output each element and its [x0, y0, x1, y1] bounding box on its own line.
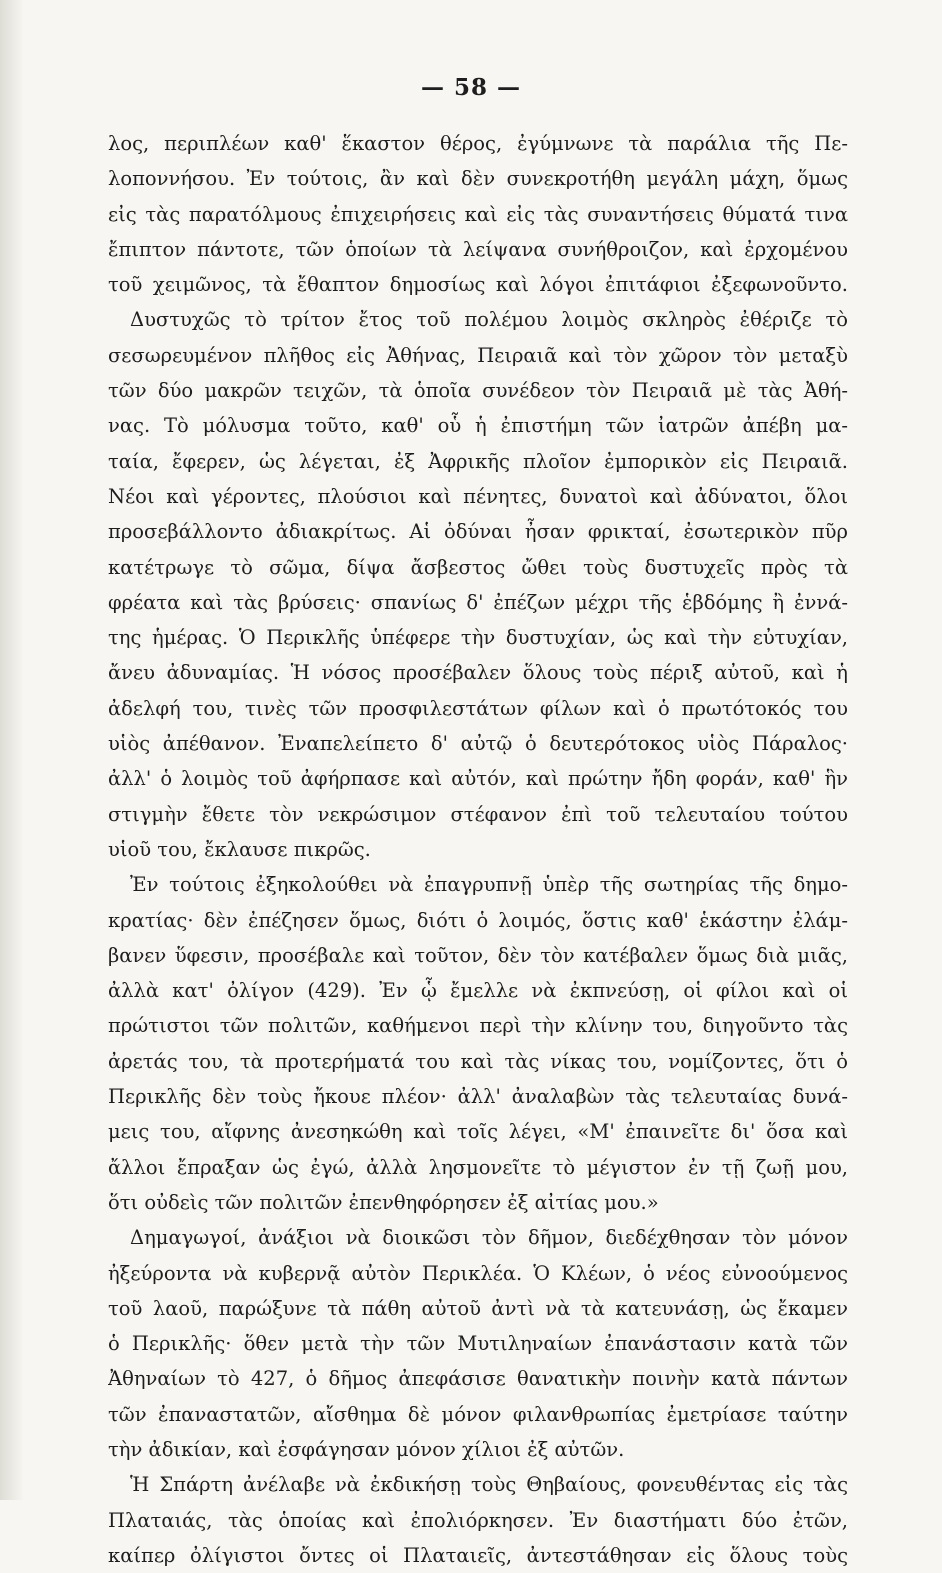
paragraph-5: [108, 1467, 848, 1573]
text-line: προσεβάλλοντο ἀδιακρίτως. Αἱ ὀδύναι ἦσαν φρικταί, ἐσωτερικὸν πῦρ: [108, 520, 848, 544]
page-edge-shadow: [0, 0, 24, 1500]
text-line: Δυστυχῶς τὸ τρίτον ἔτος τοῦ πολέμου λοιμὸς σκληρὸς ἐθέριζε τὸ: [130, 308, 848, 332]
text-line: Ἡ Σπάρτη ἀνέλαβε νὰ ἐκδικήσῃ τοὺς Θηβαίους, φονευθέντας εἰς τὰς: [130, 1473, 848, 1497]
text-line: ἀλλὰ κατ' ὀλίγον (429). Ἐν ᾧ ἔμελλε νὰ ἐκπνεύσῃ, οἱ φίλοι καὶ οἱ: [108, 979, 848, 1003]
text-line: εἰς τὰς παρατόλμους ἐπιχειρήσεις καὶ εἰς τὰς συναντήσεις θύματά τινα: [108, 202, 848, 226]
text-line: Πλαταιάς, τὰς ὁποίας καὶ ἐπολιόρκησεν. Ἐν διαστήματι δύο ἐτῶν,: [108, 1508, 848, 1532]
text-line: ἀδελφή του, τινὲς τῶν προσφιλεστάτων φίλων καὶ ὁ πρωτότοκός του: [108, 696, 848, 720]
text-line: ἄλλοι ἔπραξαν ὡς ἐγώ, ἀλλὰ λησμονεῖτε τὸ μέγιστον ἐν τῇ ζωῇ μου,: [108, 1155, 848, 1179]
text-line: κρατίας· δὲν ἐπέζησεν ὅμως, διότι ὁ λοιμός, ὅστις καθ' ἑκάστην ἐλάμ-: [108, 908, 848, 932]
text-line: τῶν ἐπαναστατῶν, αἴσθημα δὲ μόνον φιλανθρωπίας ἐμετρίασε ταύτην: [108, 1402, 848, 1426]
text-line: ὅτι οὐδεὶς τῶν πολιτῶν ἐπενθηφόρησεν ἐξ αἰτίας μου.»: [108, 1190, 659, 1214]
text-line: μεις του, αἴφνης ἀνεσηκώθη καὶ τοῖς λέγει, «Μ' ἐπαινεῖτε δι' ὅσα καὶ: [108, 1120, 848, 1144]
text-line: ἀρετάς του, τὰ προτερήματά του καὶ τὰς νίκας του, νομίζοντες, ὅτι ὁ: [108, 1049, 848, 1073]
text-line: ἀλλ' ὁ λοιμὸς τοῦ ἀφήρπασε καὶ αὐτόν, καὶ πρώτην ἤδη φοράν, καθ' ἣν: [108, 767, 848, 791]
text-line: πρώτιστοι τῶν πολιτῶν, καθήμενοι περὶ τὴν κλίνην του, διηγοῦντο τὰς: [108, 1014, 848, 1038]
text-line: λοποννήσου. Ἐν τούτοις, ἂν καὶ δὲν συνεκροτήθη μεγάλη μάχη, ὅμως: [108, 167, 848, 191]
text-line: καίπερ ὀλίγιστοι ὄντες οἱ Πλαταιεῖς, ἀντεστάθησαν εἰς ὅλους τοὺς: [108, 1543, 848, 1567]
text-line: κατέτρωγε τὸ σῶμα, δίψα ἄσβεστος ὤθει τοὺς δυστυχεῖς πρὸς τὰ: [108, 555, 848, 579]
text-line: ἄνευ ἀδυναμίας. Ἡ νόσος προσέβαλεν ὅλους τοὺς πέριξ αὐτοῦ, καὶ ἡ: [108, 661, 848, 685]
text-line: τὴν ἀδικίαν, καὶ ἐσφάγησαν μόνον χίλιοι ἐξ αὐτῶν.: [108, 1437, 625, 1461]
text-line: υἱοῦ του, ἔκλαυσε πικρῶς.: [108, 837, 371, 861]
body-text: [108, 126, 848, 1573]
text-line: λος, περιπλέων καθ' ἕκαστον θέρος, ἐγύμνωνε τὰ παράλια τῆς Πε-: [108, 132, 848, 155]
text-line: νας. Τὸ μόλυσμα τοῦτο, καθ' οὗ ἡ ἐπιστήμη τῶν ἰατρῶν ἀπέβη μα-: [108, 414, 848, 438]
text-line: ἠξεύροντα νὰ κυβερνᾷ αὐτὸν Περικλέα. Ὁ Κλέων, ὁ νέος εὐνοούμενος: [108, 1261, 848, 1285]
page-number: — 58 —: [420, 74, 522, 101]
text-line: υἱὸς ἀπέθανον. Ἐναπελείπετο δ' αὐτῷ ὁ δευτερότοκος υἱὸς Πάραλος·: [108, 732, 848, 756]
text-line: ὁ Περικλῆς· ὅθεν μετὰ τὴν τῶν Μυτιληναίων ἐπανάστασιν κατὰ τῶν: [108, 1332, 848, 1356]
text-line: ἔπιπτον πάντοτε, τῶν ὁποίων τὰ λείψανα συνήθροιζον, καὶ ἐρχομένου: [108, 237, 848, 261]
paragraph-4: [108, 1220, 848, 1467]
text-line: τοῦ χειμῶνος, τὰ ἔθαπτον δημοσίως καὶ λόγοι ἐπιτάφιοι ἐξεφωνοῦντο.: [108, 273, 848, 297]
text-line: ταία, ἔφερεν, ὡς λέγεται, ἐξ Ἀφρικῆς πλοῖον ἐμπορικὸν εἰς Πειραιᾶ.: [108, 449, 848, 473]
text-line: στιγμὴν ἔθετε τὸν νεκρώσιμον στέφανον ἐπὶ τοῦ τελευταίου τούτου: [108, 802, 848, 826]
text-line: της ἡμέρας. Ὁ Περικλῆς ὑπέφερε τὴν δυστυχίαν, ὡς καὶ τὴν εὐτυχίαν,: [108, 626, 848, 650]
text-line: φρέατα καὶ τὰς βρύσεις· σπανίως δ' ἐπέζων μέχρι τῆς ἑβδόμης ἢ ἐννά-: [108, 590, 848, 614]
paragraph-2: [108, 302, 848, 867]
text-line: βανεν ὕφεσιν, προσέβαλε καὶ τοῦτον, δὲν τὸν κατέβαλεν ὅμως διὰ μιᾶς,: [108, 943, 848, 967]
text-line: Νέοι καὶ γέροντες, πλούσιοι καὶ πένητες, δυνατοὶ καὶ ἀδύνατοι, ὅλοι: [108, 484, 848, 508]
text-line: σεσωρευμένον πλῆθος εἰς Ἀθήνας, Πειραιᾶ καὶ τὸν χῶρον τὸν μεταξὺ: [108, 343, 848, 367]
text-line: τοῦ λαοῦ, παρώξυνε τὰ πάθη αὐτοῦ ἀντὶ νὰ τὰ κατευνάσῃ, ὡς ἔκαμεν: [108, 1296, 848, 1320]
text-line: Ἐν τούτοις ἐξηκολούθει νὰ ἐπαγρυπνῇ ὑπὲρ τῆς σωτηρίας τῆς δημο-: [130, 873, 848, 897]
paragraph-1: [108, 126, 848, 302]
text-line: Ἀθηναίων τὸ 427, ὁ δῆμος ἀπεφάσισε θανατικὴν ποινὴν κατὰ πάντων: [108, 1367, 848, 1391]
text-line: τῶν δύο μακρῶν τειχῶν, τὰ ὁποῖα συνέδεον τὸν Πειραιᾶ μὲ τὰς Ἀθή-: [108, 379, 848, 403]
paragraph-3: [108, 867, 848, 1220]
text-line: Δημαγωγοί, ἀνάξιοι νὰ διοικῶσι τὸν δῆμον, διεδέχθησαν τὸν μόνον: [130, 1226, 848, 1250]
text-line: Περικλῆς δὲν τοὺς ἤκουε πλέον· ἀλλ' ἀναλαβὼν τὰς τελευταίας δυνά-: [108, 1085, 848, 1109]
